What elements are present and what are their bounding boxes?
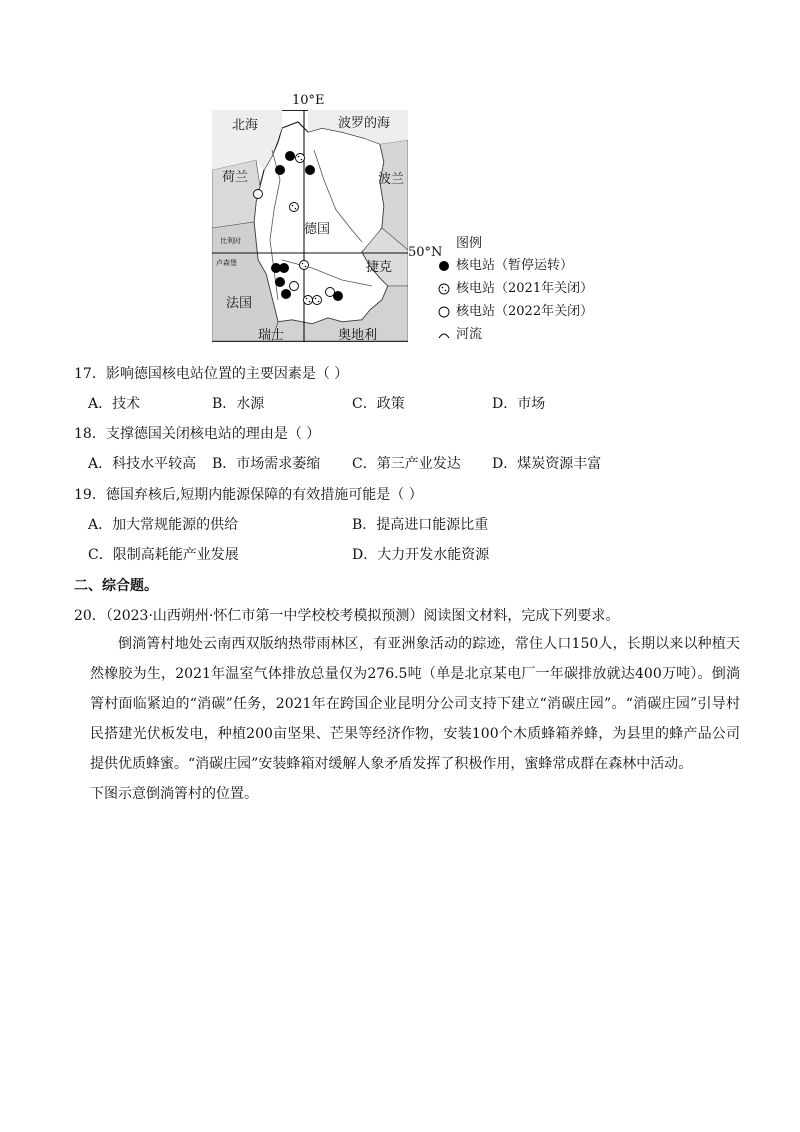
station-closed-2022 bbox=[254, 190, 263, 199]
label-baltic: 波罗的海 bbox=[338, 116, 391, 131]
question-17-stem: 17．影响德国核电站位置的主要因素是（ ） bbox=[74, 366, 349, 382]
station-active bbox=[279, 263, 289, 273]
legend-row-2021 bbox=[438, 277, 593, 296]
section-heading: 二、综合题。 bbox=[74, 578, 158, 594]
label-france: 法国 bbox=[226, 296, 253, 311]
label-belgium: 比利时 bbox=[220, 237, 241, 245]
q19-option-d: D．大力开发水能资源 bbox=[352, 547, 490, 563]
filled-circle-icon bbox=[438, 260, 450, 272]
legend-title: 图例 bbox=[456, 236, 483, 251]
legend-2022-label: 核电站（2022年关闭） bbox=[456, 304, 594, 319]
station-closed-2021 bbox=[304, 296, 313, 305]
meridian-label: 10°E bbox=[292, 93, 325, 108]
q17-option-c: C．政策 bbox=[352, 396, 405, 412]
q19-option-c: C．限制高耗能产业发展 bbox=[88, 547, 239, 563]
question-20-stem: 20．（2023·山西朔州·怀仁市第一中学校校考模拟预测）阅读图文材料，完成下列要求。 bbox=[74, 608, 620, 624]
station-active bbox=[305, 165, 315, 175]
station-closed-2021 bbox=[300, 261, 309, 270]
label-germany: 德国 bbox=[304, 222, 331, 237]
legend-row-active bbox=[438, 254, 573, 273]
label-north-sea: 北海 bbox=[232, 118, 259, 133]
legend-2021-label: 核电站（2021年关闭） bbox=[456, 281, 594, 296]
q17-option-d: D．市场 bbox=[492, 396, 546, 412]
parallel-label: 50°N bbox=[408, 245, 443, 260]
material-paragraph: 倒淌箐村地处云南西双版纳热带雨林区，有亚洲象活动的踪迹，常住人口150人，长期以来以种植天然橡胶为生，2021年温室气体排放总量仅为276.5吨（单是北京某电厂一年碳排放就达400万吨）。倒淌箐村面临紧迫的“消碳”任务，2021年在跨国企业昆明分公司支持下建立“消碳庄园”。“消碳庄园”引导村民搭建光伏板发电，种植200亩坚果、芒果等经济作物，安装100个木质蜂箱养蜂，为县里的蜂产品公司提供优质蜂蜜。“消碳庄园”安装蜂箱对缓解人象矛盾发挥了积极作用，蜜蜂常成群在森林中活动。 bbox=[90, 636, 740, 772]
q19-option-a: A．加大常规能源的供给 bbox=[88, 517, 239, 533]
germany-nuclear-map bbox=[212, 110, 408, 342]
dotted-circle-icon bbox=[438, 283, 450, 295]
station-active bbox=[275, 165, 285, 175]
label-luxembourg: 卢森堡 bbox=[216, 259, 237, 267]
station-closed-2021 bbox=[296, 154, 305, 163]
station-closed-2021 bbox=[290, 203, 299, 212]
legend-row-2022 bbox=[438, 300, 593, 319]
river-icon bbox=[438, 329, 450, 341]
figure-caption-line: 下图示意倒淌箐村的位置。 bbox=[90, 786, 258, 802]
label-austria: 奥地利 bbox=[338, 328, 378, 343]
q18-option-c: C．第三产业发达 bbox=[352, 456, 461, 472]
label-netherlands: 荷兰 bbox=[222, 170, 249, 185]
q17-option-b: B．水源 bbox=[212, 396, 265, 412]
q17-option-a: A．技术 bbox=[88, 396, 141, 412]
ring-circle-icon bbox=[438, 306, 450, 318]
station-active bbox=[281, 289, 291, 299]
label-czech: 捷克 bbox=[366, 260, 393, 275]
q19-option-b: B．提高进口能源比重 bbox=[352, 517, 489, 533]
station-closed-2022 bbox=[326, 288, 335, 297]
legend-row-river bbox=[438, 323, 482, 342]
station-active bbox=[275, 277, 285, 287]
station-closed-2021 bbox=[313, 296, 322, 305]
label-switzerland: 瑞士 bbox=[258, 328, 285, 343]
q18-option-b: B．市场需求萎缩 bbox=[212, 456, 321, 472]
question-18-stem: 18．支撑德国关闭核电站的理由是（ ） bbox=[74, 426, 321, 442]
label-poland: 波兰 bbox=[378, 172, 405, 187]
q18-option-a: A．科技水平较高 bbox=[88, 456, 197, 472]
station-active bbox=[285, 151, 295, 161]
question-19-stem: 19．德国弃核后,短期内能源保障的有效措施可能是（ ） bbox=[74, 487, 423, 503]
legend-river-label: 河流 bbox=[456, 327, 483, 342]
q18-option-d: D．煤炭资源丰富 bbox=[492, 456, 602, 472]
station-closed-2022 bbox=[290, 282, 299, 291]
legend-active-label: 核电站（暂停运转） bbox=[456, 258, 574, 273]
